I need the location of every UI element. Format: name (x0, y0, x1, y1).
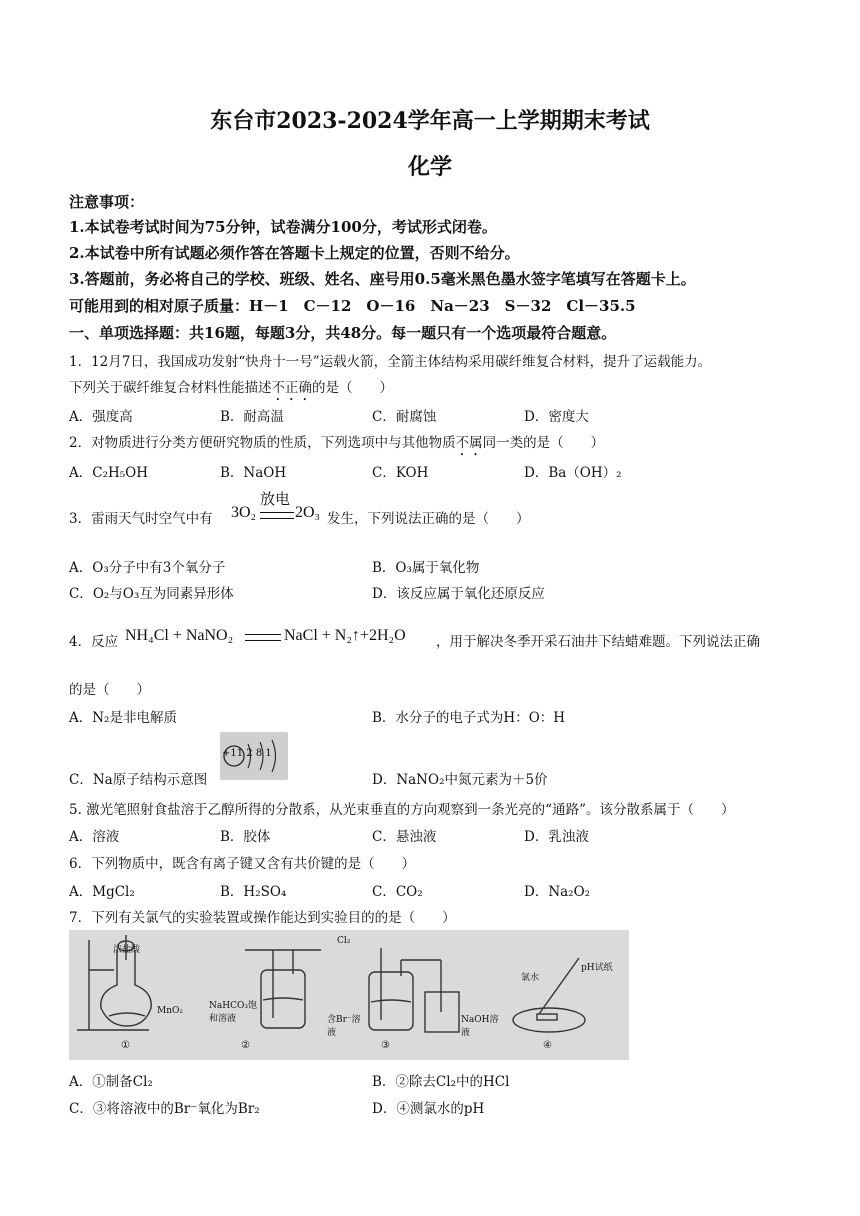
fig-label-nahco3: NaHCO₃饱和溶液 (209, 1001, 257, 1024)
q1-option-c: C．耐腐蚀 (372, 409, 437, 425)
fig-label-br-solution: 含Br⁻溶液 (327, 1015, 361, 1038)
q3-option-a: A．O₃分子中有3个氧分子 (69, 560, 226, 576)
exam-title: 东台市2023-2024学年高一上学期期末考试 (210, 108, 650, 134)
note-3: 3.答题前，务必将自己的学校、班级、姓名、座号用0.5毫米黑色墨水签字笔填写在答题卡上。 (69, 270, 696, 288)
q3-eq-arrow (260, 512, 294, 519)
q5-option-d: D．乳浊液 (524, 829, 589, 845)
q2-option-a: A．C₂H₅OH (69, 465, 149, 481)
q7-option-b: B．②除去Cl₂中的HCl (372, 1074, 510, 1090)
q6-option-c: C．CO₂ (372, 884, 423, 900)
q2-stem: 2．对物质进行分类方便研究物质的性质，下列选项中与其他物质不属同一类的是（ ） (69, 435, 605, 451)
q3-option-c: C．O₂与O₃互为同素异形体 (69, 586, 234, 602)
q2-option-b: B．NaOH (220, 465, 287, 481)
fig-label-ph-paper: pH试纸 (581, 963, 613, 973)
apparatus-figure (69, 930, 629, 1060)
q3-stem-a: 3．雷雨天气时空气中有 (69, 511, 213, 527)
q4-option-c: C．Na原子结构示意图 (69, 772, 208, 788)
q4-stem-b: ，用于解决冬季开采石油井下结蜡难题。下列说法正确 (436, 634, 760, 650)
note-1: 1.本试卷考试时间为75分钟，试卷满分100分，考试形式闭卷。 (69, 218, 497, 236)
q6-option-d: D．Na₂O₂ (524, 884, 591, 900)
q5-option-c: C．悬浊液 (372, 829, 437, 845)
q7-stem: 7．下列有关氯气的实验装置或操作能达到实验目的的是（ ） (69, 910, 456, 926)
q3-option-d: D．该反应属于氧化还原反应 (372, 586, 545, 602)
atomic-masses: 可能用到的相对原子质量：H－1 C－12 O－16 Na－23 S－32 Cl－35.5 (69, 297, 636, 315)
fig-label-conc-hcl: 浓盐酸 (113, 945, 141, 955)
q4-option-a: A．N₂是非电解质 (69, 710, 177, 726)
q1-option-a: A．强度高 (69, 409, 133, 425)
q4-stem-c: 的是（ ） (69, 682, 150, 698)
atom-label: +11 2 8 1 (222, 748, 272, 759)
q1-stem-line1: 1．12月7日，我国成功发射“快舟十一号”运载火箭，全箭主体结构采用碳纤维复合材料，提升了运载能力。 (69, 354, 712, 370)
q7-option-d: D．④测氯水的pH (372, 1101, 485, 1117)
fig-label-cl2: Cl₂ (337, 936, 351, 946)
q6-option-b: B．H₂SO₄ (220, 884, 287, 900)
q5-stem: 5. 激光笔照射食盐溶于乙醇所得的分散系，从光束垂直的方向观察到一条光亮的“通路”。该分散系属于（ ） (69, 802, 735, 818)
sodium-atom-diagram (220, 732, 288, 780)
q2-emphasis: 不属 (455, 435, 483, 451)
fig-label-3: ③ (381, 1040, 390, 1051)
q4-eq-right: NaCl + N₂↑+2H₂O (284, 627, 406, 644)
q4-eq-arrow (245, 634, 281, 641)
fig-label-4: ④ (543, 1040, 552, 1051)
q2-option-d: D．Ba（OH）₂ (524, 465, 622, 481)
section-1-heading: 一、单项选择题：共16题，每题3分，共48分。每一题只有一个选项最符合题意。 (69, 324, 617, 342)
subject-title: 化学 (407, 154, 452, 180)
q5-option-b: B．胶体 (220, 829, 271, 845)
q4-option-d: D．NaNO₂中氮元素为＋5价 (372, 772, 548, 788)
q4-stem-a: 4．反应 (69, 634, 119, 650)
q6-option-a: A．MgCl₂ (69, 884, 135, 900)
q1-stem-line2: 下列关于碳纤维复合材料性能描述不正确的是（ ） (69, 380, 393, 396)
fig-label-2: ② (241, 1040, 250, 1051)
fig-label-mno2: MnO₂ (157, 1006, 183, 1016)
q3-option-b: B．O₃属于氧化物 (372, 560, 480, 576)
fig-label-chlorine-water: 氯水 (521, 973, 540, 983)
q1-option-d: D．密度大 (524, 409, 589, 425)
q6-stem: 6．下列物质中，既含有离子键又含有共价键的是（ ） (69, 856, 416, 872)
q3-eq-right: 2O₃ (295, 504, 321, 521)
q3-eq-left: 3O₂ (231, 504, 257, 521)
q3-stem-b: 发生，下列说法正确的是（ ） (327, 511, 530, 527)
q5-option-a: A．溶液 (69, 829, 120, 845)
notes-heading: 注意事项： (69, 193, 145, 211)
fig-label-1: ① (121, 1040, 130, 1051)
q4-option-b: B．水分子的电子式为H：O：H (372, 710, 566, 726)
q1-option-b: B．耐高温 (220, 409, 284, 425)
note-2: 2.本试卷中所有试题必须作答在答题卡上规定的位置，否则不给分。 (69, 244, 520, 262)
q7-option-a: A．①制备Cl₂ (69, 1074, 153, 1090)
q3-eq-condition: 放电 (260, 490, 291, 508)
fig-label-naoh: NaOH溶液 (461, 1015, 499, 1038)
q7-option-c: C．③将溶液中的Br⁻氧化为Br₂ (69, 1101, 260, 1117)
q4-eq-left: NH₄Cl + NaNO₂ (125, 627, 234, 644)
q1-emphasis: 不正确 (271, 380, 312, 396)
q2-option-c: C．KOH (372, 465, 429, 481)
